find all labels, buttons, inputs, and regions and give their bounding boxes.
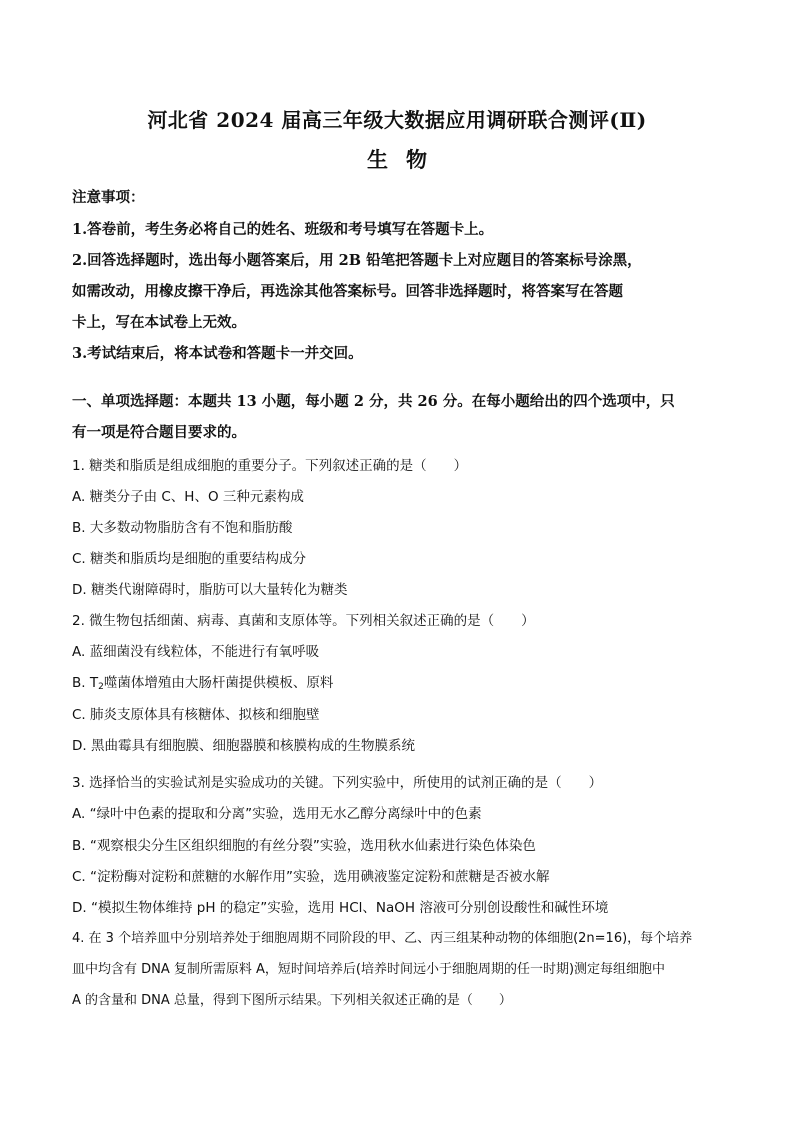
question-1-option-d: D. 糖类代谢障碍时，脂肪可以大量转化为糖类: [72, 582, 348, 598]
notice-heading: 注意事项：: [72, 189, 145, 206]
notice-item: 卡上，写在本试卷上无效。: [72, 314, 246, 331]
notice-item: 2.回答选择题时，选出每小题答案后，用 2B 铅笔把答题卡上对应题目的答案标号涂黑，: [72, 252, 642, 269]
exam-title: 河北省 2024 届高三年级大数据应用调研联合测评(Ⅱ): [147, 108, 647, 132]
question-1-stem: 1. 糖类和脂质是组成细胞的重要分子。下列叙述正确的是（ ）: [72, 458, 468, 474]
section-heading-cont: 有一项是符合题目要求的。: [72, 424, 246, 441]
question-3-option-a: A. “绿叶中色素的提取和分离”实验，选用无水乙醇分离绿叶中的色素: [72, 806, 482, 822]
question-3-option-b: B. “观察根尖分生区组织细胞的有丝分裂”实验，选用秋水仙素进行染色体染色: [72, 838, 536, 854]
question-1-option-a: A. 糖类分子由 C、H、O 三种元素构成: [72, 489, 304, 505]
question-4-stem: 4. 在 3 个培养皿中分别培养处于细胞周期不同阶段的甲、乙、丙三组某种动物的体细胞(2n=16)，每个培养: [72, 931, 693, 946]
option-b-prefix: B. T: [72, 675, 99, 691]
section-heading: 一、单项选择题：本题共 13 小题，每小题 2 分，共 26 分。在每小题给出的四个选项中，只: [72, 393, 675, 410]
notice-item: 1.答卷前，考生务必将自己的姓名、班级和考号填写在答题卡上。: [72, 221, 494, 238]
question-2-stem: 2. 微生物包括细菌、病毒、真菌和支原体等。下列相关叙述正确的是（ ）: [72, 613, 535, 629]
question-2-option-d: D. 黑曲霉具有细胞膜、细胞器膜和核膜构成的生物膜系统: [72, 738, 415, 754]
question-3-option-d: D. “模拟生物体维持 pH 的稳定”实验，选用 HCl、NaOH 溶液可分别创设酸性和碱性环境: [72, 900, 609, 916]
question-3-stem: 3. 选择恰当的实验试剂是实验成功的关键。下列实验中，所使用的试剂正确的是（ ）: [72, 775, 603, 791]
question-4-stem-cont: A 的含量和 DNA 总量，得到下图所示结果。下列相关叙述正确的是（ ）: [72, 993, 512, 1008]
question-3-option-c: C. “淀粉酶对淀粉和蔗糖的水解作用”实验，选用碘液鉴定淀粉和蔗糖是否被水解: [72, 869, 550, 885]
question-2-option-b: [72, 671, 333, 692]
subject-title: 生物: [367, 147, 445, 172]
notice-item: 3.考试结束后，将本试卷和答题卡一并交回。: [72, 345, 363, 362]
question-2-option-c: C. 肺炎支原体具有核糖体、拟核和细胞壁: [72, 707, 320, 723]
question-1-option-b: B. 大多数动物脂肪含有不饱和脂肪酸: [72, 520, 293, 536]
subscript: 2: [98, 682, 104, 692]
question-1-option-c: C. 糖类和脂质均是细胞的重要结构成分: [72, 551, 307, 567]
notice-item: 如需改动，用橡皮擦干净后，再选涂其他答案标号。回答非选择题时，将答案写在答题: [72, 283, 623, 300]
question-2-option-a: A. 蓝细菌没有线粒体，不能进行有氧呼吸: [72, 644, 320, 660]
option-b-text: 噬菌体增殖由大肠杆菌提供模板、原料: [103, 675, 334, 691]
question-4-stem-cont: 皿中均含有 DNA 复制所需原料 A，短时间培养后(培养时间远小于细胞周期的任一时期)测定每组细胞中: [72, 962, 666, 977]
